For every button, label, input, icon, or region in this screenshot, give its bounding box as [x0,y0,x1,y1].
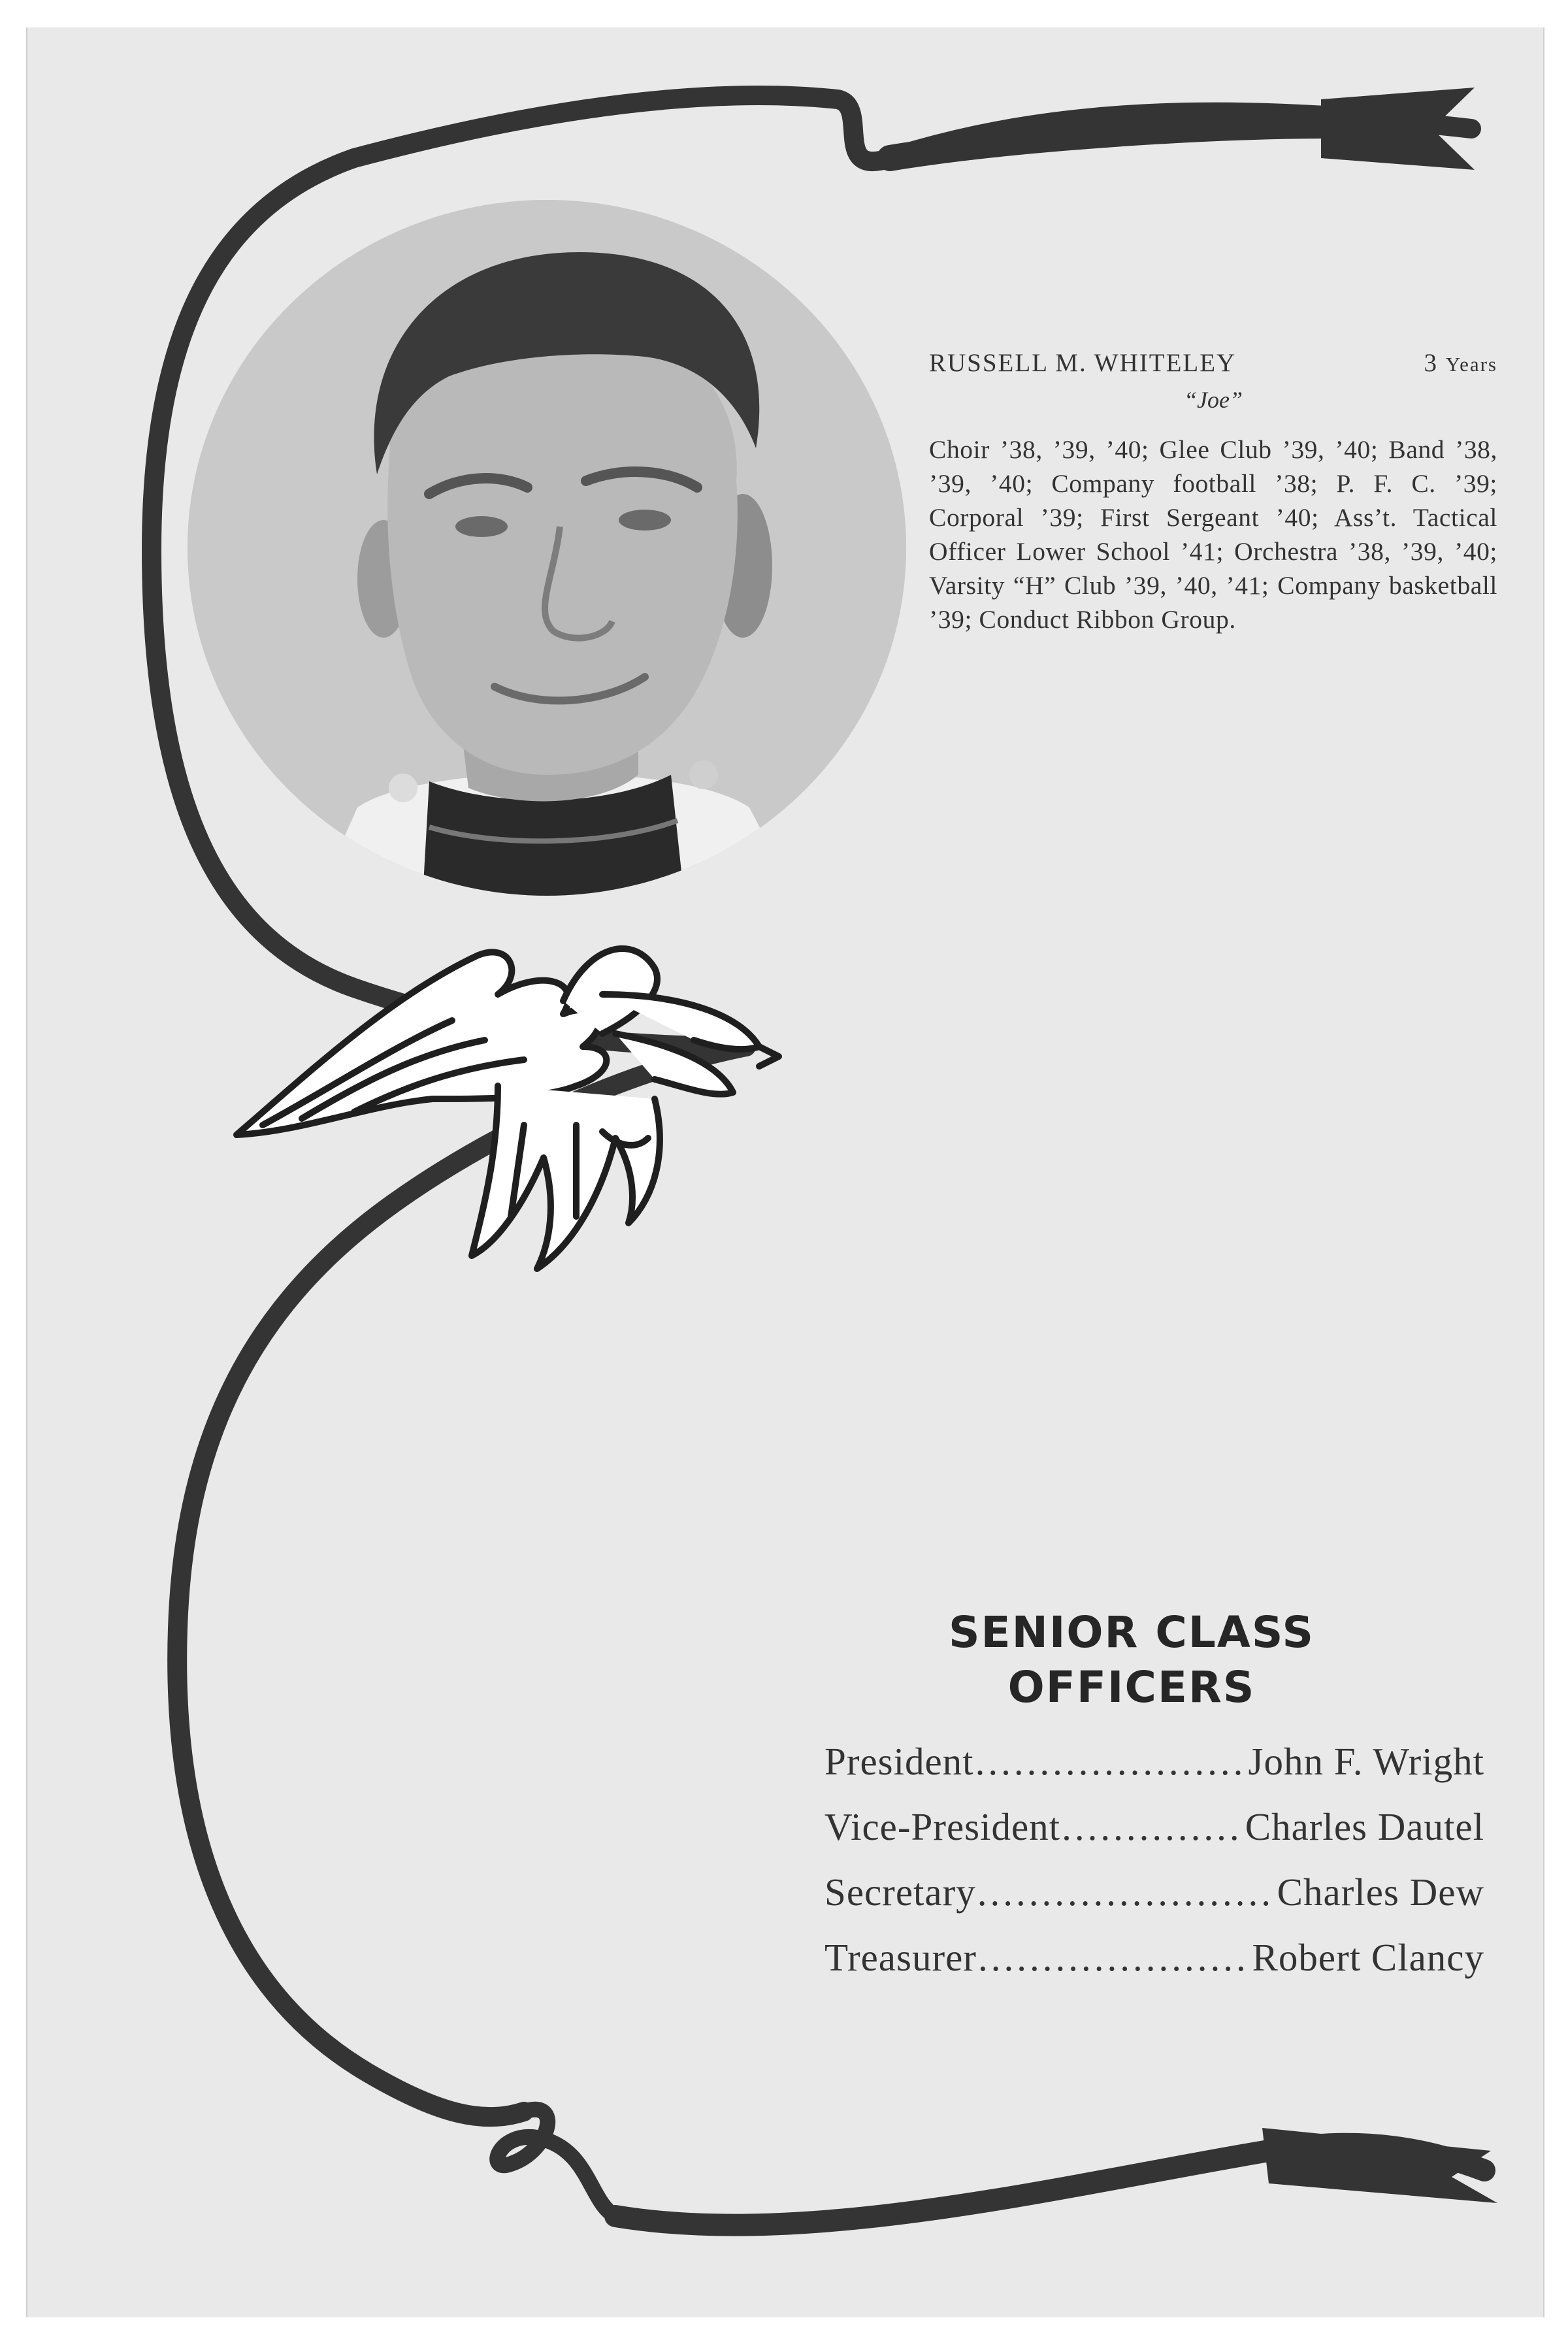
officers-heading [844,1605,1419,1715]
officer-row-vice-president [825,1805,1484,1870]
officer-row-treasurer [825,1935,1484,2001]
leader-dots [978,1935,1251,1980]
leader-dots [975,1739,1247,1784]
yearbook-page [26,27,1544,2317]
officer-role: Secretary [825,1870,976,1914]
biography-entry [929,348,1497,636]
officer-role: Vice-President [825,1805,1061,1848]
officer-role: Treasurer [825,1936,977,1979]
officer-row-president [825,1739,1484,1805]
officer-role: President [825,1740,974,1783]
student-name: RUSSELL M. WHITELEY [929,349,1237,377]
officer-row-secretary [825,1870,1484,1935]
years-word: Years [1445,353,1497,376]
entry-header [929,348,1497,380]
leader-dots [1062,1805,1244,1850]
activities-text: Choir ’38, ’39, ’40; Glee Club ’39, ’40; Band ’38, ’39, ’40; Company football ’38; P. F. C. ’39; Corporal ’39; First Sergeant ’40; Ass’t. Tactical Officer Lower School ’41; Orchestra ’38, ’39, ’40; Varsity “H” Club ’39, ’40, ’41; Company basketball ’39; Conduct Ribbon Group. [929,435,1497,634]
officers-heading-line1: SENIOR CLASS [949,1607,1315,1658]
leader-dots [977,1870,1276,1915]
portrait-photo [188,200,906,896]
years-number: 3 [1424,349,1439,377]
years-label [1424,348,1497,380]
officers-list [825,1739,1484,2001]
eagle-icon [237,949,779,1269]
officer-name: Charles Dautel [1245,1805,1484,1848]
student-nickname: “Joe” [1184,387,1243,413]
officer-name: John F. Wright [1248,1740,1484,1783]
officer-name: Charles Dew [1277,1870,1484,1914]
officer-name: Robert Clancy [1252,1936,1484,1979]
officers-heading-line2: OFFICERS [1007,1662,1256,1712]
